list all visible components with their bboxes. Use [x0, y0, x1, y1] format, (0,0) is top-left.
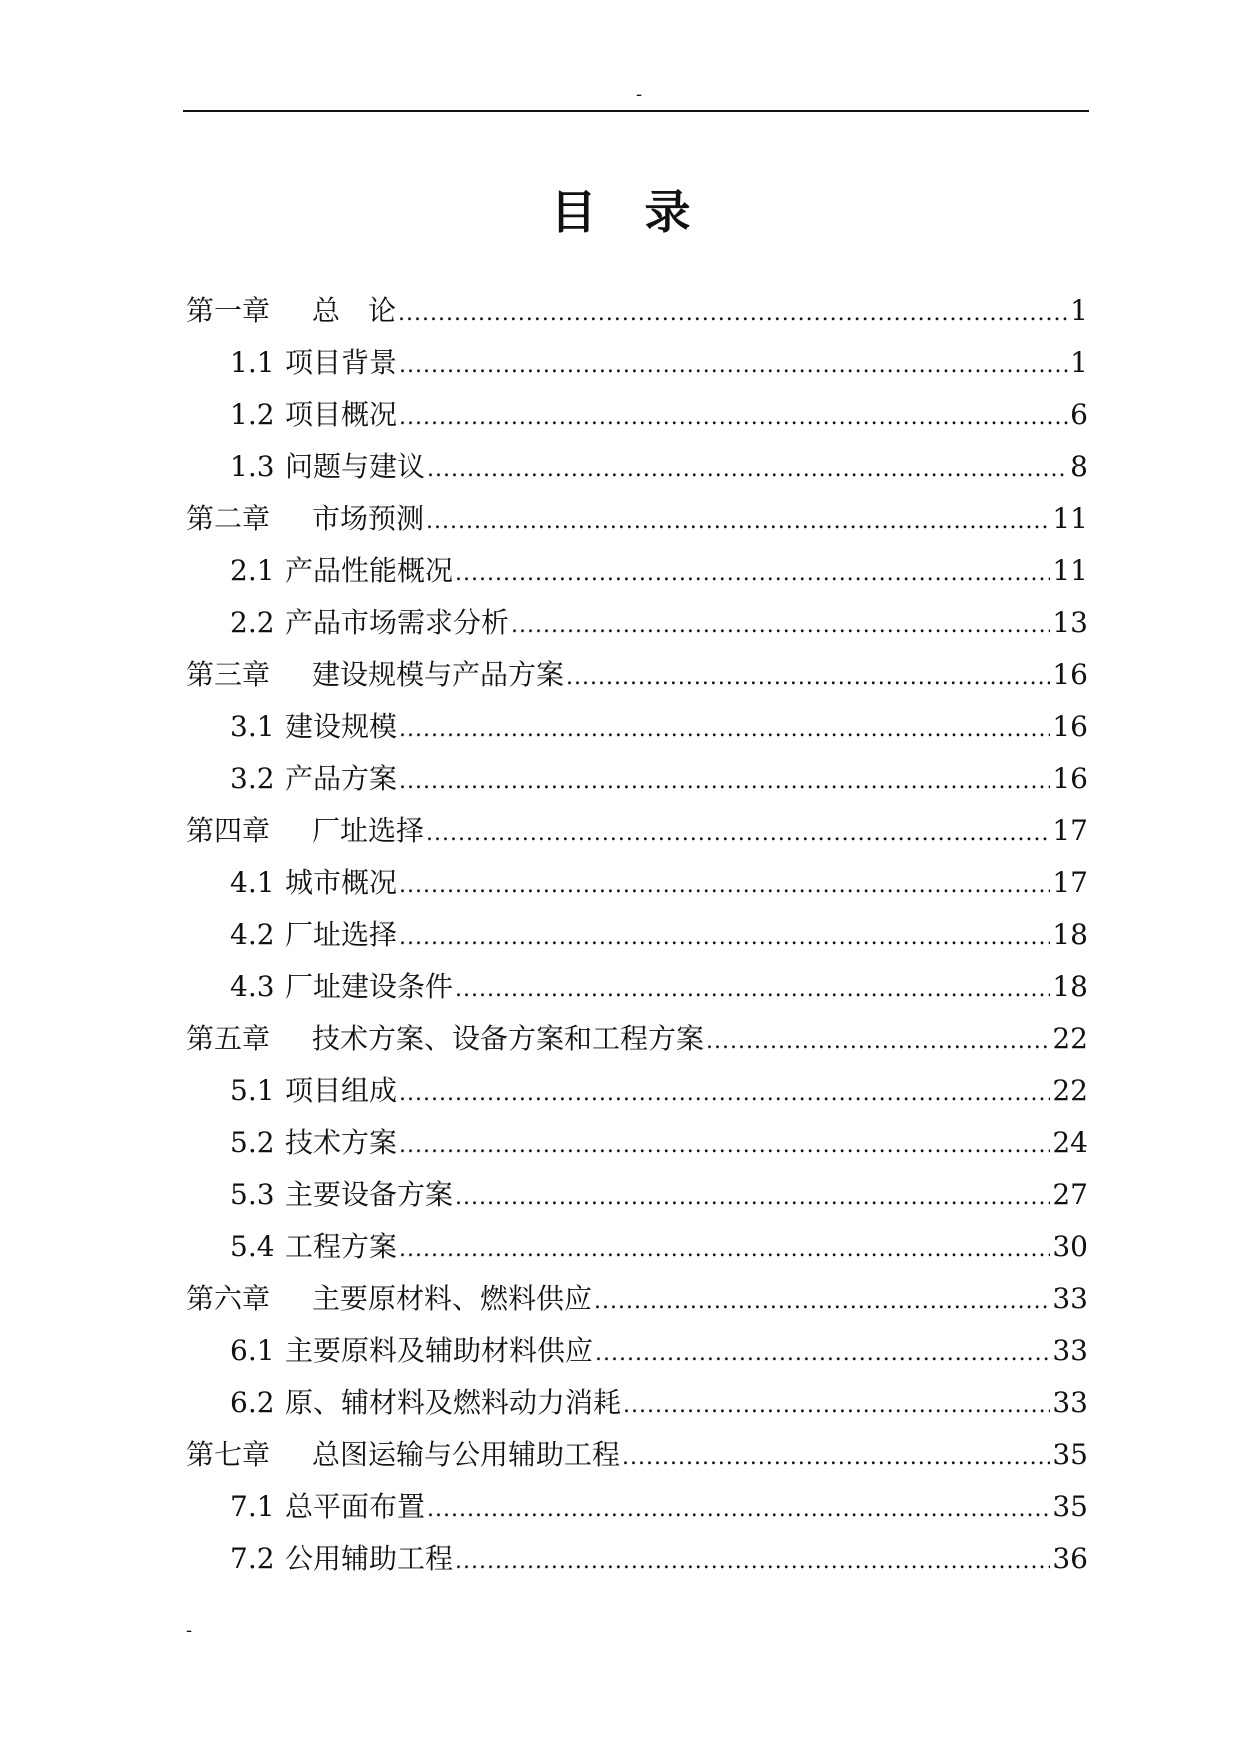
- toc-entry-title: 总平面布置: [285, 1490, 426, 1523]
- toc-dot-leader: [399, 1117, 1050, 1172]
- toc-entry-number: 5.1: [230, 1074, 275, 1107]
- toc-entry-title: 总图运输与公用辅助工程: [312, 1438, 621, 1471]
- toc-page-number: 33: [1052, 1282, 1088, 1315]
- toc-entry-number: 1.2: [230, 398, 275, 431]
- toc-section-entry[interactable]: [186, 1481, 1088, 1533]
- toc-section-entry[interactable]: [186, 441, 1088, 493]
- toc-entry-number: 5.4: [230, 1230, 275, 1263]
- toc-entry-number: 7.2: [230, 1542, 275, 1575]
- header-mark: -: [636, 84, 643, 105]
- toc-page-number: 6: [1070, 398, 1088, 431]
- table-of-contents: [186, 285, 1088, 1585]
- toc-section-entry[interactable]: [186, 1117, 1088, 1169]
- toc-page-number: 35: [1052, 1438, 1088, 1471]
- toc-entry-number: 第一章: [186, 294, 271, 327]
- toc-section-entry[interactable]: [186, 961, 1088, 1013]
- toc-page-number: 22: [1052, 1022, 1088, 1055]
- toc-entry-number: 5.2: [230, 1126, 275, 1159]
- toc-entry-title: 技术方案: [285, 1126, 398, 1159]
- toc-dot-leader: [594, 1273, 1050, 1328]
- toc-dot-leader: [399, 1221, 1050, 1276]
- toc-entry-number: 第七章: [186, 1438, 271, 1471]
- toc-section-entry[interactable]: [186, 1377, 1088, 1429]
- toc-dot-leader: [622, 1429, 1050, 1484]
- toc-entry-number: 第二章: [186, 502, 271, 535]
- toc-section-entry[interactable]: [186, 857, 1088, 909]
- toc-section-entry[interactable]: [186, 753, 1088, 805]
- toc-entry-title: 厂址选择: [285, 918, 398, 951]
- toc-entry-number: 1.3: [230, 450, 275, 483]
- toc-dot-leader: [399, 389, 1068, 444]
- toc-entry-number: 3.2: [230, 762, 275, 795]
- toc-section-entry[interactable]: [186, 389, 1088, 441]
- toc-section-entry[interactable]: [186, 701, 1088, 753]
- toc-dot-leader: [595, 1325, 1050, 1380]
- toc-entry-number: 7.1: [230, 1490, 275, 1523]
- toc-entry-number: 4.1: [230, 866, 275, 899]
- toc-entry-number: 第五章: [186, 1022, 271, 1055]
- toc-page-number: 24: [1052, 1126, 1088, 1159]
- toc-section-entry[interactable]: [186, 597, 1088, 649]
- toc-entry-number: 第三章: [186, 658, 271, 691]
- toc-chapter-entry[interactable]: [186, 649, 1088, 701]
- toc-page-number: 8: [1070, 450, 1088, 483]
- toc-section-entry[interactable]: [186, 1169, 1088, 1221]
- toc-dot-leader: [455, 545, 1050, 600]
- toc-dot-leader: [455, 1169, 1050, 1224]
- toc-entry-title: 城市概况: [285, 866, 398, 899]
- toc-dot-leader: [455, 1533, 1050, 1588]
- toc-entry-number: 第六章: [186, 1282, 271, 1315]
- toc-page-number: 13: [1052, 606, 1088, 639]
- toc-page-number: 16: [1052, 658, 1088, 691]
- toc-entry-title: 主要设备方案: [285, 1178, 454, 1211]
- toc-dot-leader: [399, 857, 1050, 912]
- toc-entry-title: 厂址选择: [312, 814, 425, 847]
- toc-section-entry[interactable]: [186, 909, 1088, 961]
- toc-entry-title: 项目组成: [285, 1074, 398, 1107]
- toc-chapter-entry[interactable]: [186, 1273, 1088, 1325]
- toc-chapter-entry[interactable]: [186, 493, 1088, 545]
- toc-dot-leader: [399, 1065, 1050, 1120]
- toc-chapter-entry[interactable]: [186, 1013, 1088, 1065]
- toc-entry-number: 6.1: [230, 1334, 275, 1367]
- toc-dot-leader: [399, 909, 1050, 964]
- toc-entry-title: 主要原料及辅助材料供应: [285, 1334, 594, 1367]
- toc-entry-title: 公用辅助工程: [285, 1542, 454, 1575]
- toc-entry-title: 工程方案: [285, 1230, 398, 1263]
- toc-entry-number: 4.3: [230, 970, 275, 1003]
- toc-dot-leader: [511, 597, 1050, 652]
- toc-dot-leader: [426, 805, 1050, 860]
- toc-entry-number: 2.2: [230, 606, 275, 639]
- toc-page-number: 33: [1052, 1334, 1088, 1367]
- header-rule: [183, 110, 1089, 112]
- toc-dot-leader: [399, 701, 1050, 756]
- toc-chapter-entry[interactable]: [186, 805, 1088, 857]
- toc-entry-number: 4.2: [230, 918, 275, 951]
- toc-entry-title: 产品方案: [285, 762, 398, 795]
- toc-dot-leader: [398, 285, 1068, 340]
- toc-entry-number: 第四章: [186, 814, 271, 847]
- toc-section-entry[interactable]: [186, 1065, 1088, 1117]
- toc-dot-leader: [399, 753, 1050, 808]
- toc-page-number: 16: [1052, 710, 1088, 743]
- toc-entry-title: 项目概况: [285, 398, 398, 431]
- toc-entry-title: 技术方案、设备方案和工程方案: [312, 1022, 705, 1055]
- toc-dot-leader: [706, 1013, 1050, 1068]
- toc-entry-title: 总 论: [312, 294, 397, 327]
- toc-page-number: 1: [1070, 294, 1088, 327]
- toc-entry-title: 产品性能概况: [285, 554, 454, 587]
- toc-page-number: 27: [1052, 1178, 1088, 1211]
- toc-page-number: 22: [1052, 1074, 1088, 1107]
- toc-page-number: 18: [1052, 918, 1088, 951]
- toc-dot-leader: [427, 441, 1068, 496]
- toc-section-entry[interactable]: [186, 1325, 1088, 1377]
- toc-section-entry[interactable]: [186, 545, 1088, 597]
- toc-chapter-entry[interactable]: [186, 285, 1088, 337]
- toc-section-entry[interactable]: [186, 1533, 1088, 1585]
- toc-entry-title: 市场预测: [312, 502, 425, 535]
- toc-chapter-entry[interactable]: [186, 1429, 1088, 1481]
- toc-dot-leader: [427, 1481, 1050, 1536]
- toc-section-entry[interactable]: [186, 337, 1088, 389]
- toc-page-number: 18: [1052, 970, 1088, 1003]
- document-title: 目录: [550, 185, 739, 239]
- toc-entry-number: 2.1: [230, 554, 275, 587]
- toc-entry-title: 项目背景: [285, 346, 398, 379]
- toc-page-number: 33: [1052, 1386, 1088, 1419]
- toc-section-entry[interactable]: [186, 1221, 1088, 1273]
- toc-entry-title: 原、辅材料及燃料动力消耗: [285, 1386, 622, 1419]
- toc-entry-title: 建设规模: [285, 710, 398, 743]
- toc-dot-leader: [399, 337, 1068, 392]
- toc-entry-title: 产品市场需求分析: [285, 606, 510, 639]
- toc-entry-title: 厂址建设条件: [285, 970, 454, 1003]
- toc-entry-number: 6.2: [230, 1386, 275, 1419]
- toc-page-number: 30: [1052, 1230, 1088, 1263]
- toc-page-number: 17: [1052, 866, 1088, 899]
- toc-entry-title: 问题与建议: [285, 450, 426, 483]
- toc-page-number: 1: [1070, 346, 1088, 379]
- toc-entry-title: 主要原材料、燃料供应: [312, 1282, 593, 1315]
- toc-entry-number: 5.3: [230, 1178, 275, 1211]
- toc-page-number: 11: [1052, 554, 1088, 587]
- toc-page-number: 36: [1052, 1542, 1088, 1575]
- toc-entry-number: 1.1: [230, 346, 275, 379]
- toc-page-number: 35: [1052, 1490, 1088, 1523]
- toc-dot-leader: [455, 961, 1050, 1016]
- toc-page-number: 11: [1052, 502, 1088, 535]
- footer-mark: -: [186, 1620, 193, 1641]
- toc-dot-leader: [566, 649, 1050, 704]
- toc-dot-leader: [426, 493, 1050, 548]
- toc-page-number: 16: [1052, 762, 1088, 795]
- toc-dot-leader: [623, 1377, 1050, 1432]
- toc-entry-number: 3.1: [230, 710, 275, 743]
- toc-entry-title: 建设规模与产品方案: [312, 658, 565, 691]
- toc-page-number: 17: [1052, 814, 1088, 847]
